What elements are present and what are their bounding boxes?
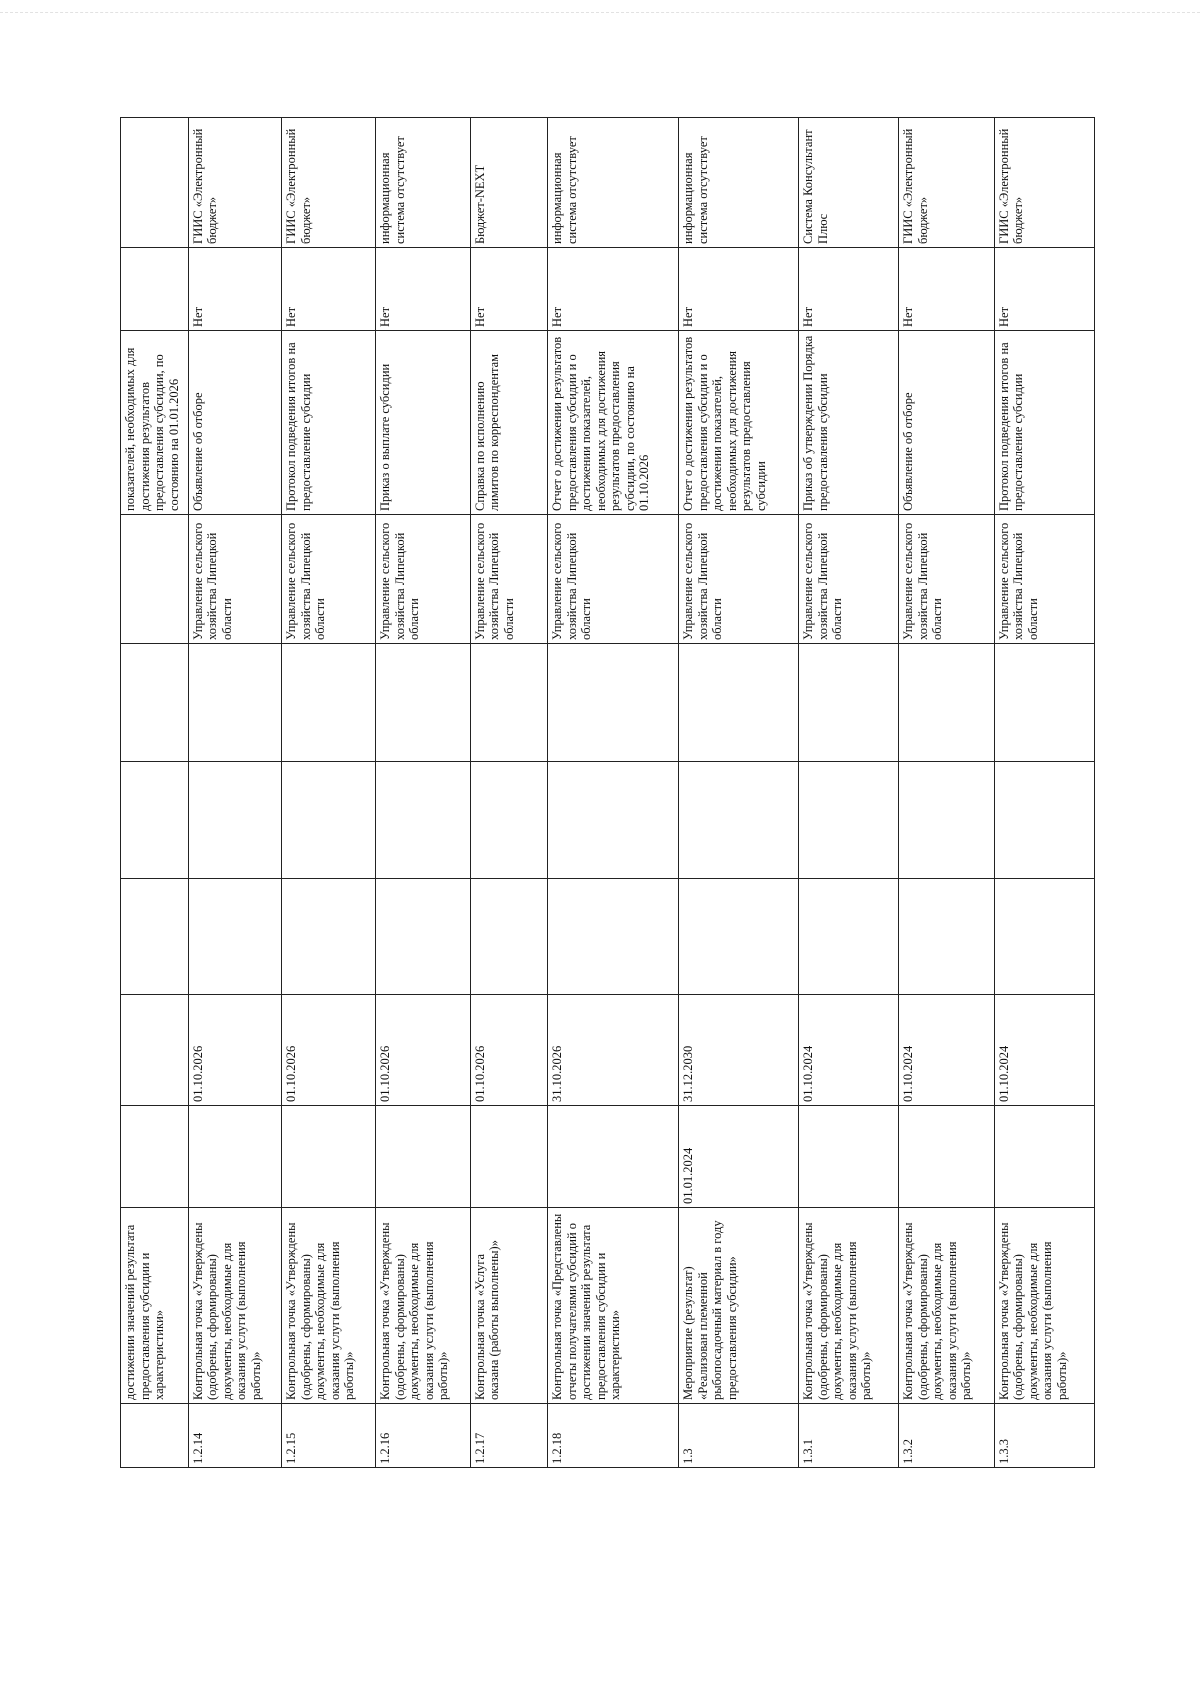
row-flag: Нет	[188, 248, 282, 331]
row-responsible: Управление сельского хозяйства Липецкой области	[282, 515, 376, 644]
row-empty-cell	[470, 762, 547, 879]
row-number: 1.3	[679, 1404, 799, 1468]
control-points-table	[120, 117, 1095, 1468]
rotated-table-area	[120, 118, 1095, 1468]
row-responsible: Управление сельского хозяйства Липецкой области	[376, 515, 471, 644]
row-empty-cell	[799, 879, 899, 995]
row-empty-cell	[376, 644, 471, 762]
row-empty-cell	[548, 762, 679, 879]
row-end-date: 01.10.2024	[994, 995, 1094, 1106]
row-number: 1.2.14	[188, 1404, 282, 1468]
row-flag: Нет	[548, 248, 679, 331]
row-name: достижении значений результата предоставления субсидии и характеристики»	[121, 1208, 189, 1404]
row-number: 1.3.2	[899, 1404, 995, 1468]
row-start-date	[188, 1106, 282, 1208]
row-name: Контрольная точка «Утверждены (одобрены, сформированы) документы, необходимые для оказания услуги (выполнения работы)»	[799, 1208, 899, 1404]
table-row	[899, 118, 995, 1468]
row-start-date	[376, 1106, 471, 1208]
row-responsible: Управление сельского хозяйства Липецкой области	[994, 515, 1094, 644]
table-row	[470, 118, 547, 1468]
row-empty-cell	[799, 644, 899, 762]
row-name: Контрольная точка «Утверждены (одобрены, сформированы) документы, необходимые для оказания услуги (выполнения работы)»	[899, 1208, 995, 1404]
row-document: Отчет о достижении результатов предоставления субсидии и о достижении показателей, необходимых для достижения результатов предоставления субсидии, по состоянию на 01.10.2026	[548, 331, 679, 515]
table-row	[548, 118, 679, 1468]
row-system: ГИИС «Электронный бюджет»	[994, 118, 1094, 248]
row-system: информационная система отсутствует	[679, 118, 799, 248]
row-system: Бюджет-NEXT	[470, 118, 547, 248]
row-system: Система Консультант Плюс	[799, 118, 899, 248]
row-empty-cell	[121, 879, 189, 995]
scan-edge-line	[0, 12, 1200, 13]
row-system: ГИИС «Электронный бюджет»	[282, 118, 376, 248]
row-document: Протокол подведения итогов на предоставление субсидии	[282, 331, 376, 515]
row-flag: Нет	[799, 248, 899, 331]
row-start-date	[282, 1106, 376, 1208]
row-number: 1.2.17	[470, 1404, 547, 1468]
row-number: 1.2.16	[376, 1404, 471, 1468]
row-name: Контрольная точка «Утверждены (одобрены, сформированы) документы, необходимые для оказания услуги (выполнения работы)»	[376, 1208, 471, 1404]
row-flag: Нет	[899, 248, 995, 331]
row-end-date: 01.10.2026	[282, 995, 376, 1106]
row-empty-cell	[121, 644, 189, 762]
row-document: Объявление об отборе	[188, 331, 282, 515]
row-empty-cell	[282, 762, 376, 879]
row-name: Контрольная точка «Услуга оказана (работы выполнены)»	[470, 1208, 547, 1404]
row-empty-cell	[994, 762, 1094, 879]
row-empty-cell	[799, 762, 899, 879]
row-start-date	[799, 1106, 899, 1208]
row-flag: Нет	[470, 248, 547, 331]
row-empty-cell	[899, 644, 995, 762]
row-flag	[121, 248, 189, 331]
row-flag: Нет	[376, 248, 471, 331]
table-row	[188, 118, 282, 1468]
row-responsible: Управление сельского хозяйства Липецкой области	[679, 515, 799, 644]
table-row	[799, 118, 899, 1468]
row-empty-cell	[376, 879, 471, 995]
row-empty-cell	[899, 762, 995, 879]
row-document: Справка по исполнению лимитов по корреспондентам	[470, 331, 547, 515]
row-empty-cell	[548, 644, 679, 762]
row-end-date: 01.10.2024	[899, 995, 995, 1106]
row-empty-cell	[994, 879, 1094, 995]
row-name: Мероприятие (результат) «Реализован племенной рыбопосадочный материал в году предоставления субсидии»	[679, 1208, 799, 1404]
row-empty-cell	[188, 879, 282, 995]
row-empty-cell	[282, 879, 376, 995]
row-number: 1.2.15	[282, 1404, 376, 1468]
row-end-date: 31.10.2026	[548, 995, 679, 1106]
table-row	[376, 118, 471, 1468]
table-row	[994, 118, 1094, 1468]
row-start-date	[994, 1106, 1094, 1208]
row-system: ГИИС «Электронный бюджет»	[899, 118, 995, 248]
table-row	[121, 118, 189, 1468]
row-empty-cell	[679, 644, 799, 762]
row-start-date	[899, 1106, 995, 1208]
row-responsible: Управление сельского хозяйства Липецкой области	[548, 515, 679, 644]
row-flag: Нет	[282, 248, 376, 331]
row-empty-cell	[188, 762, 282, 879]
row-empty-cell	[470, 644, 547, 762]
row-system	[121, 118, 189, 248]
row-responsible	[121, 515, 189, 644]
row-name: Контрольная точка «Утверждены (одобрены, сформированы) документы, необходимые для оказания услуги (выполнения работы)»	[282, 1208, 376, 1404]
row-responsible: Управление сельского хозяйства Липецкой области	[188, 515, 282, 644]
row-start-date	[470, 1106, 547, 1208]
row-number	[121, 1404, 189, 1468]
row-number: 1.2.18	[548, 1404, 679, 1468]
row-number: 1.3.3	[994, 1404, 1094, 1468]
row-empty-cell	[470, 879, 547, 995]
row-end-date: 01.10.2026	[376, 995, 471, 1106]
row-document: Приказ об утверждении Порядка предоставления субсидии	[799, 331, 899, 515]
row-flag: Нет	[679, 248, 799, 331]
row-document: Приказ о выплате субсидии	[376, 331, 471, 515]
row-system: ГИИС «Электронный бюджет»	[188, 118, 282, 248]
row-end-date: 31.12.2030	[679, 995, 799, 1106]
row-document: показателей, необходимых для достижения результатов предоставления субсидии, по состоянию на 01.01.2026	[121, 331, 189, 515]
row-document: Протокол подведения итогов на предоставление субсидии	[994, 331, 1094, 515]
row-flag: Нет	[994, 248, 1094, 331]
row-start-date	[548, 1106, 679, 1208]
row-name: Контрольная точка «Утверждены (одобрены, сформированы) документы, необходимые для оказания услуги (выполнения работы)»	[188, 1208, 282, 1404]
row-end-date	[121, 995, 189, 1106]
row-empty-cell	[548, 879, 679, 995]
row-number: 1.3.1	[799, 1404, 899, 1468]
row-end-date: 01.10.2026	[188, 995, 282, 1106]
row-empty-cell	[376, 762, 471, 879]
row-responsible: Управление сельского хозяйства Липецкой области	[799, 515, 899, 644]
row-name: Контрольная точка «Утверждены (одобрены, сформированы) документы, необходимые для оказания услуги (выполнения работы)»	[994, 1208, 1094, 1404]
table-row	[282, 118, 376, 1468]
row-empty-cell	[121, 762, 189, 879]
table-row	[679, 118, 799, 1468]
row-empty-cell	[899, 879, 995, 995]
row-name: Контрольная точка «Представлены отчеты получателями субсидий о достижении значений результата предоставления субсидии и характеристики»	[548, 1208, 679, 1404]
row-empty-cell	[679, 762, 799, 879]
row-empty-cell	[282, 644, 376, 762]
row-empty-cell	[679, 879, 799, 995]
row-start-date: 01.01.2024	[679, 1106, 799, 1208]
row-end-date: 01.10.2024	[799, 995, 899, 1106]
row-system: информационная система отсутствует	[376, 118, 471, 248]
row-responsible: Управление сельского хозяйства Липецкой области	[899, 515, 995, 644]
row-document: Отчет о достижении результатов предоставления субсидии и о достижении показателей, необходимых для достижения результатов предоставления субсидии	[679, 331, 799, 515]
row-start-date	[121, 1106, 189, 1208]
row-responsible: Управление сельского хозяйства Липецкой области	[470, 515, 547, 644]
row-document: Объявление об отборе	[899, 331, 995, 515]
row-end-date: 01.10.2026	[470, 995, 547, 1106]
row-empty-cell	[188, 644, 282, 762]
row-system: информационная система отсутствует	[548, 118, 679, 248]
row-empty-cell	[994, 644, 1094, 762]
table-body	[121, 118, 1095, 1468]
